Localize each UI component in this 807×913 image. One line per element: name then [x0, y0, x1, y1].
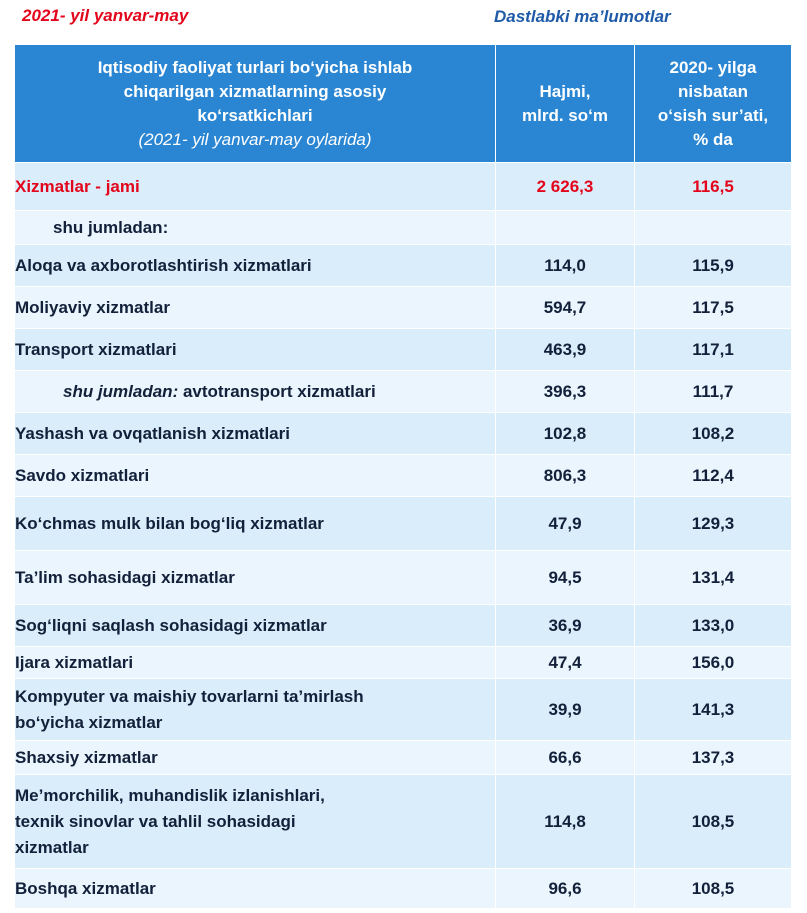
row-volume: 36,9: [496, 605, 635, 647]
table-row: [15, 647, 792, 679]
row-growth: 131,4: [635, 551, 792, 605]
table-row: [15, 775, 792, 869]
row-growth: 137,3: [635, 741, 792, 775]
table-header-row: [15, 45, 792, 163]
row-growth: 111,7: [635, 371, 792, 413]
row-name-line: Me’morchilik, muhandislik izlanishlari,: [15, 785, 325, 805]
row-growth: 112,4: [635, 455, 792, 497]
row-name: Boshqa xizmatlar: [15, 869, 496, 909]
row-name: Ko‘chmas mulk bilan bog‘liq xizmatlar: [15, 497, 496, 551]
row-volume: 806,3: [496, 455, 635, 497]
row-growth: 116,5: [635, 163, 792, 211]
row-name: Xizmatlar - jami: [15, 163, 496, 211]
row-name: Savdo xizmatlari: [15, 455, 496, 497]
row-volume: 96,6: [496, 869, 635, 909]
row-name-line: Kompyuter va maishiy tovarlarni ta’mirlash: [15, 686, 364, 706]
row-volume: 47,4: [496, 647, 635, 679]
table-row: [15, 869, 792, 909]
table-row: [15, 371, 792, 413]
table-row-total: [15, 163, 792, 211]
row-growth: 141,3: [635, 679, 792, 741]
services-table: [14, 44, 792, 909]
row-growth: 117,5: [635, 287, 792, 329]
table-row: [15, 329, 792, 371]
row-volume: 66,6: [496, 741, 635, 775]
header-growth-line: o‘sish sur’ati,: [657, 105, 769, 125]
row-volume: 594,7: [496, 287, 635, 329]
row-growth: 156,0: [635, 647, 792, 679]
row-volume: 2 626,3: [496, 163, 635, 211]
header-growth-line: % da: [693, 129, 733, 149]
row-name: Aloqa va axborotlashtirish xizmatlari: [15, 245, 496, 287]
table-row: [15, 741, 792, 775]
row-growth: 129,3: [635, 497, 792, 551]
row-growth: [635, 211, 792, 245]
row-name: [15, 371, 496, 413]
table-row: [15, 605, 792, 647]
row-growth: 108,5: [635, 775, 792, 869]
header-indicators: [15, 45, 496, 163]
row-name-line: texnik sinovlar va tahlil sohasidagi: [15, 811, 296, 831]
row-name-text: avtotransport xizmatlari: [178, 381, 376, 401]
row-name: Ijara xizmatlari: [15, 647, 496, 679]
header-volume-line: Hajmi,: [539, 81, 591, 101]
row-volume: [496, 211, 635, 245]
row-volume: 114,8: [496, 775, 635, 869]
row-growth: 117,1: [635, 329, 792, 371]
row-name: Moliyaviy xizmatlar: [15, 287, 496, 329]
table-row: [15, 551, 792, 605]
row-growth: 133,0: [635, 605, 792, 647]
row-name: [15, 775, 496, 869]
row-growth: 115,9: [635, 245, 792, 287]
row-name: shu jumladan:: [15, 211, 496, 245]
row-volume: 463,9: [496, 329, 635, 371]
row-volume: 39,9: [496, 679, 635, 741]
period-label: 2021- yil yanvar-may: [22, 6, 189, 25]
table-row: [15, 455, 792, 497]
table-row: [15, 245, 792, 287]
header-indicators-line: chiqarilgan xizmatlarning asosiy: [123, 81, 387, 101]
preliminary-note: Dastlabki ma’lumotlar: [494, 7, 671, 26]
row-volume: 47,9: [496, 497, 635, 551]
header-volume: [496, 45, 635, 163]
row-volume: 396,3: [496, 371, 635, 413]
table-row: [15, 497, 792, 551]
header-volume-line: mlrd. so‘m: [522, 105, 608, 125]
table-row: [15, 679, 792, 741]
row-volume: 94,5: [496, 551, 635, 605]
header-growth: [635, 45, 792, 163]
row-growth: 108,5: [635, 869, 792, 909]
row-name: Ta’lim sohasidagi xizmatlar: [15, 551, 496, 605]
row-name: Sog‘liqni saqlash sohasidagi xizmatlar: [15, 605, 496, 647]
row-name: Shaxsiy xizmatlar: [15, 741, 496, 775]
row-volume: 114,0: [496, 245, 635, 287]
row-name-line: xizmatlar: [15, 837, 89, 857]
row-name-prefix: shu jumladan:: [63, 381, 179, 401]
row-name: Transport xizmatlari: [15, 329, 496, 371]
header-indicators-line: Iqtisodiy faoliyat turlari bo‘yicha ishlab: [97, 57, 413, 77]
header-indicators-period: (2021- yil yanvar-may oylarida): [138, 129, 372, 149]
header-indicators-line: ko‘rsatkichlari: [197, 105, 313, 125]
row-name-line: bo‘yicha xizmatlar: [15, 712, 163, 732]
row-name: Yashash va ovqatlanish xizmatlari: [15, 413, 496, 455]
row-volume: 102,8: [496, 413, 635, 455]
table-row: [15, 287, 792, 329]
table-row: [15, 413, 792, 455]
header-growth-line: nisbatan: [678, 81, 748, 101]
row-name: [15, 679, 496, 741]
header-growth-line: 2020- yilga: [669, 57, 757, 77]
row-growth: 108,2: [635, 413, 792, 455]
table-row-subheading: [15, 211, 792, 245]
